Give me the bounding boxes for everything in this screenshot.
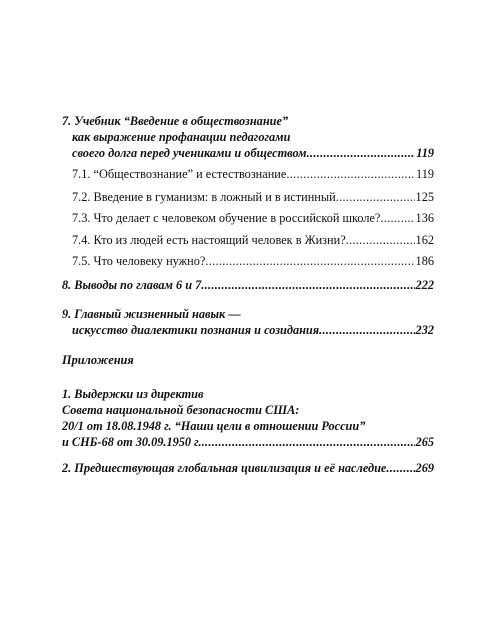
dot-leader xyxy=(380,210,414,227)
section-heading: Приложения xyxy=(62,353,134,367)
toc-subentry-7-1[interactable] xyxy=(72,166,434,183)
page-number: 136 xyxy=(415,211,434,225)
page-number: 269 xyxy=(415,461,434,475)
toc-entry-title: 1. Выдержки из директив xyxy=(62,387,204,401)
toc-entry-app1-line3 xyxy=(62,418,434,435)
toc-entry-title: и СНБ-68 от 30.09.1950 г. xyxy=(62,435,202,449)
toc-entry-ch7-line3[interactable] xyxy=(72,145,434,162)
toc-entry-title: 8. Выводы по главам 6 и 7 xyxy=(62,278,202,292)
toc-entry-title: своего долга перед учениками и обществом xyxy=(72,146,307,160)
toc-entry-app1-line2 xyxy=(62,402,434,419)
appendix-heading xyxy=(62,352,434,369)
page-number: 162 xyxy=(415,233,434,247)
page-number: 232 xyxy=(415,323,434,337)
dot-leader xyxy=(336,189,415,206)
dot-leader xyxy=(319,322,414,339)
toc-entry-ch9-line2[interactable] xyxy=(72,322,434,339)
toc-entry-app2[interactable] xyxy=(62,460,434,477)
page-number: 265 xyxy=(415,435,434,449)
dot-leader xyxy=(202,434,415,451)
dot-leader xyxy=(346,232,415,249)
page-number: 222 xyxy=(415,278,434,292)
toc-subentry-title: 7.3. Что делает с человеком обучение в российской школе? xyxy=(72,211,381,225)
page-number: 119 xyxy=(416,167,434,181)
toc-subentry-7-5[interactable] xyxy=(72,253,434,270)
toc-entry-ch8[interactable] xyxy=(62,277,434,294)
toc-entry-title: 2. Предшествующая глобальная цивилизация и её наследие xyxy=(62,461,387,475)
toc-entry-title: 7. Учебник “Введение в обществознание” xyxy=(62,114,289,128)
toc-entry-app1-line1[interactable] xyxy=(62,386,434,403)
toc-entry-title: искусство диалектики познания и созидания xyxy=(72,323,320,337)
toc-subentry-title: 7.5. Что человеку нужно? xyxy=(72,254,206,268)
toc-subentry-7-3[interactable] xyxy=(72,210,434,227)
toc-entry-ch7-line1[interactable] xyxy=(62,113,434,130)
page-number: 186 xyxy=(415,254,434,268)
dot-leader xyxy=(205,253,414,270)
toc-entry-title: как выражение профанации педагогами xyxy=(72,130,291,144)
toc-subentry-title: 7.4. Кто из людей есть настоящий человек в Жизни? xyxy=(72,233,346,247)
toc-entry-title: Совета национальной безопасности США: xyxy=(62,403,300,417)
toc-subentry-title: 7.2. Введение в гуманизм: в ложный и в истинный xyxy=(72,190,336,204)
toc-entry-app1-line4[interactable] xyxy=(62,434,434,451)
dot-leader xyxy=(201,277,414,294)
toc-entry-ch7-line2 xyxy=(72,129,434,146)
toc-entry-title: 20/1 от 18.08.1948 г. “Наши цели в отношении России” xyxy=(62,419,366,433)
page-number: 119 xyxy=(416,146,434,160)
dot-leader xyxy=(307,145,416,162)
dot-leader xyxy=(386,460,414,477)
toc-entry-ch9-line1[interactable] xyxy=(62,306,434,323)
toc-subentry-title: 7.1. “Обществознание” и естествознание xyxy=(72,167,287,181)
toc-entry-title: 9. Главный жизненный навык — xyxy=(62,307,241,321)
page-number: 125 xyxy=(415,190,434,204)
toc-subentry-7-4[interactable] xyxy=(72,232,434,249)
dot-leader xyxy=(286,166,415,183)
toc-subentry-7-2[interactable] xyxy=(72,189,434,206)
